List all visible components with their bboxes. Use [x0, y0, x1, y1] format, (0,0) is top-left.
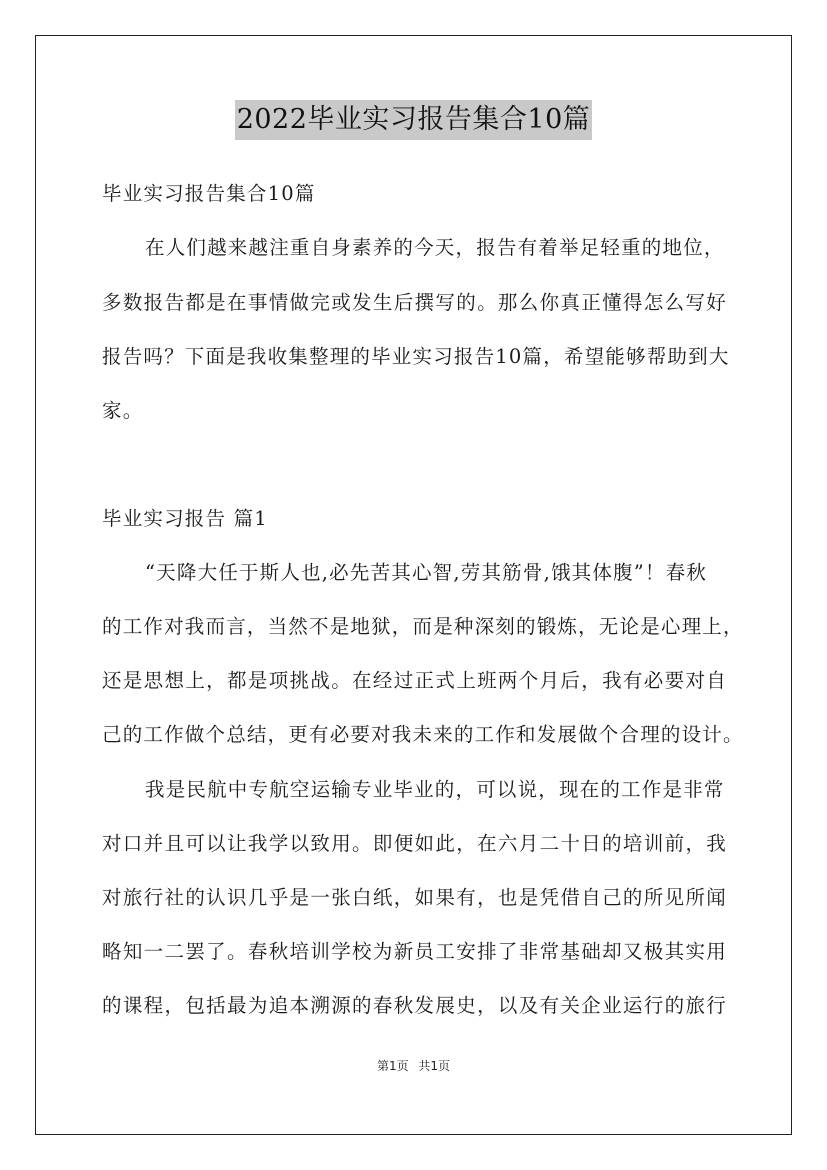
title-container	[0, 100, 827, 140]
intro-line-1: 在人们越来越注重自身素养的今天，报告有着举足轻重的地位，	[145, 236, 725, 259]
para1-line-1: “天降大任于斯人也,必先苦其心智,劳其筋骨,饿其体腹”！春秋	[145, 561, 708, 584]
para2-line-4: 略知一二罢了。春秋培训学校为新员工安排了非常基础却又极其实用	[102, 940, 727, 963]
section-heading: 毕业实习报告 篇1	[102, 507, 268, 530]
page-footer	[0, 1057, 827, 1074]
page-number: 第1页	[376, 1059, 409, 1073]
para2-line-5: 的课程，包括最为追本溯源的春秋发展史，以及有关企业运行的旅行	[102, 994, 727, 1017]
para1-line-2: 的工作对我而言，当然不是地狱，而是种深刻的锻炼，无论是心理上，	[102, 615, 744, 638]
para2-line-3: 对旅行社的认识几乎是一张白纸，如果有，也是凭借自己的所见所闻	[102, 886, 727, 909]
document-title: 2022毕业实习报告集合10篇	[235, 100, 593, 140]
intro-line-4: 家。	[102, 399, 144, 422]
document-subtitle: 毕业实习报告集合10篇	[102, 182, 316, 205]
intro-line-2: 多数报告都是在事情做完或发生后撰写的。那么你真正懂得怎么写好	[102, 291, 727, 314]
intro-line-3: 报告吗？下面是我收集整理的毕业实习报告10篇，希望能够帮助到大	[102, 345, 730, 368]
para2-line-1: 我是民航中专航空运输专业毕业的，可以说，现在的工作是非常	[145, 778, 725, 801]
page-total: 共1页	[418, 1059, 451, 1073]
para1-line-4: 己的工作做个总结，更有必要对我未来的工作和发展做个合理的设计。	[102, 723, 744, 746]
para2-line-2: 对口并且可以让我学以致用。即便如此，在六月二十日的培训前，我	[102, 832, 727, 855]
para1-line-3: 还是思想上，都是项挑战。在经过正式上班两个月后，我有必要对自	[102, 669, 727, 692]
